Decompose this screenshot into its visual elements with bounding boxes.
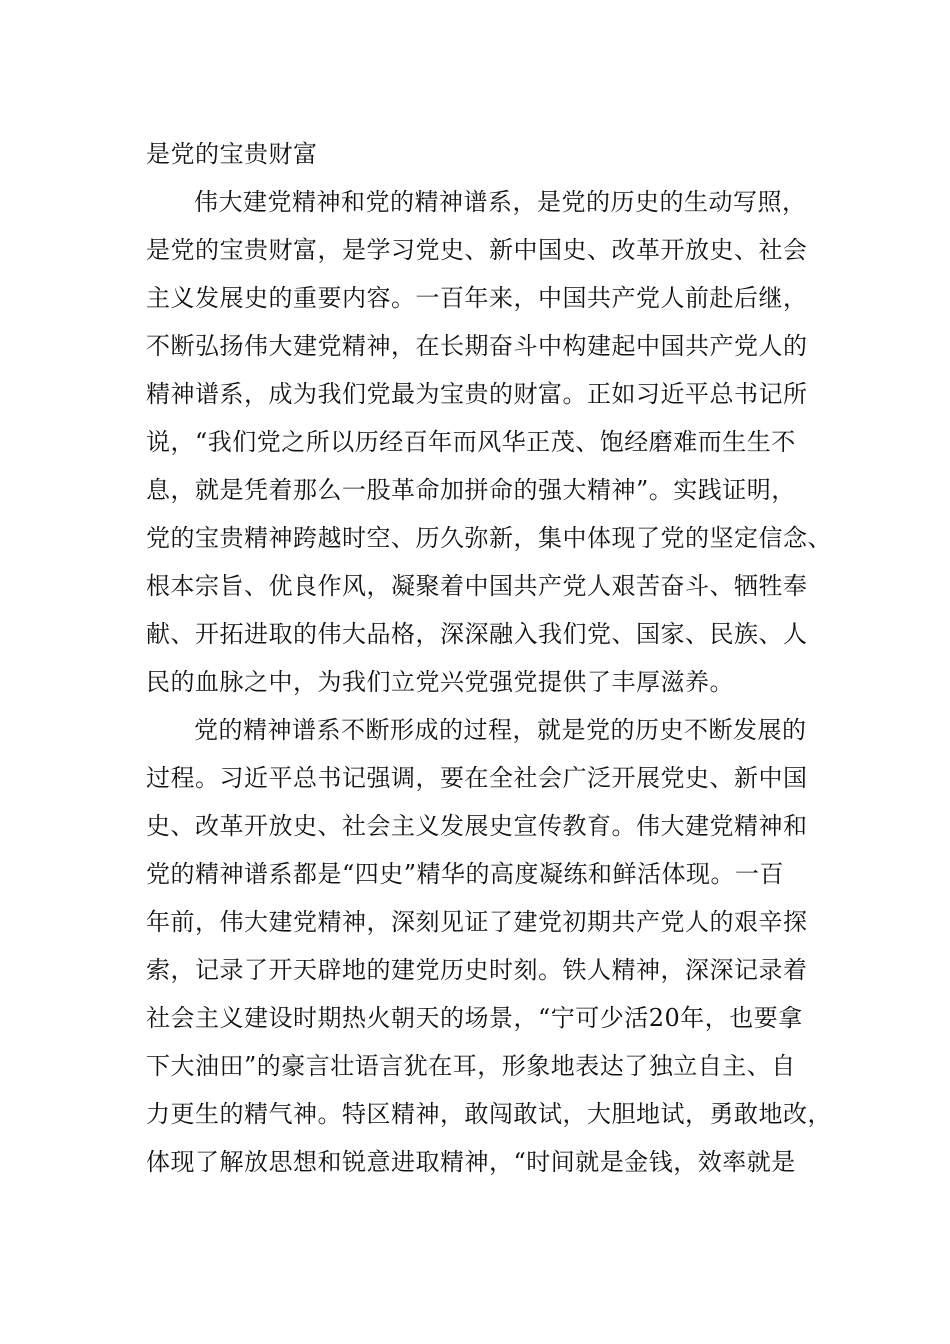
text-line: 体现了解放思想和锐意进取精神，“时间就是金钱，效率就是	[146, 1148, 796, 1176]
text-line: 年前，伟大建党精神，深刻见证了建党初期共产党人的艰辛探	[146, 908, 808, 936]
text-line: 根本宗旨、优良作风，凝聚着中国共产党人艰苦奋斗、牺牲奉	[146, 572, 808, 600]
text-line: 过程。习近平总书记强调，要在全社会广泛开展党史、新中国	[146, 764, 808, 792]
text-line: 献、开拓进取的伟大品格，深深融入我们党、国家、民族、人	[146, 620, 808, 648]
text-line: 息，就是凭着那么一股革命加拼命的强大精神”。实践证明，	[146, 476, 796, 504]
text-line: 下大油田”的豪言壮语言犹在耳，形象地表达了独立自主、自	[146, 1052, 796, 1080]
paragraph-first-line: 党的精神谱系不断形成的过程，就是党的历史不断发展的	[194, 716, 807, 744]
text-line: 社会主义建设时期热火朝天的场景，“宁可少活20年，也要拿	[146, 1004, 803, 1032]
paragraph-first-line: 伟大建党精神和党的精神谱系，是党的历史的生动写照，	[194, 188, 807, 216]
text-line: 民的血脉之中，为我们立党兴党强党提供了丰厚滋养。	[146, 668, 734, 696]
text-line: 是党的宝贵财富	[146, 140, 318, 168]
text-line: 力更生的精气神。特区精神，敢闯敢试，大胆地试，勇敢地改，	[146, 1100, 832, 1128]
body-text	[146, 130, 836, 1186]
text-line: 党的宝贵精神跨越时空、历久弥新，集中体现了党的坚定信念、	[146, 524, 832, 552]
text-line: 史、改革开放史、社会主义发展史宣传教育。伟大建党精神和	[146, 812, 808, 840]
text-line: 主义发展史的重要内容。一百年来，中国共产党人前赴后继，	[146, 284, 808, 312]
text-line: 党的精神谱系都是“四史”精华的高度凝练和鲜活体现。一百	[146, 860, 785, 888]
text-line: 索，记录了开天辟地的建党历史时刻。铁人精神，深深记录着	[146, 956, 808, 984]
text-line: 说，“我们党之所以历经百年而风华正茂、饱经磨难而生生不	[146, 428, 796, 456]
text-line: 精神谱系，成为我们党最为宝贵的财富。正如习近平总书记所	[146, 380, 808, 408]
text-line: 是党的宝贵财富，是学习党史、新中国史、改革开放史、社会	[146, 236, 808, 264]
text-line: 不断弘扬伟大建党精神，在长期奋斗中构建起中国共产党人的	[146, 332, 808, 360]
